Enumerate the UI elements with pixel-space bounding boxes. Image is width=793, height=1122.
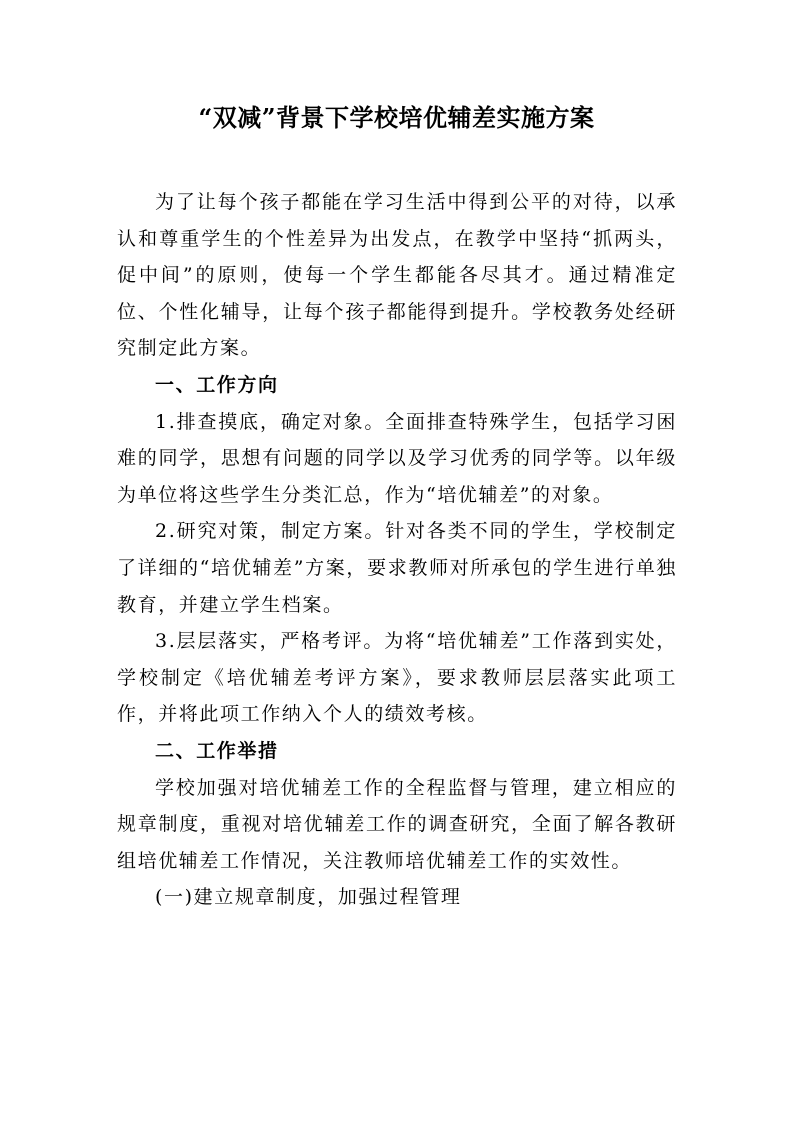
sub-heading-rules-system: (一)建立规章制度，加强过程管理 — [155, 886, 462, 909]
intro-paragraph: 为了让每个孩子都能在学习生活中得到公平的对待，以承认和尊重学生的个性差异为出发点，在教学中坚持“抓两头，促中间”的原则，使每一个学生都能各尽其才。通过精准定位、个性化辅导，让每个孩子都能得到提升。学校教务处经研究制定此方案。 — [117, 191, 677, 360]
document-body — [117, 184, 677, 916]
work-measures-paragraph: 学校加强对培优辅差工作的全程监督与管理，建立相应的规章制度，重视对培优辅差工作的调查研究，全面了解各教研组培优辅差工作情况，关注教师培优辅差工作的实效性。 — [117, 776, 677, 872]
work-direction-item-2: 2.研究对策，制定方案。针对各类不同的学生，学校制定了详细的“培优辅差”方案，要求教师对所承包的学生进行单独教育，并建立学生档案。 — [117, 520, 677, 616]
document-title: “双减”背景下学校培优辅差实施方案 — [198, 103, 595, 132]
work-direction-item-3: 3.层层落实，严格考评。为将“培优辅差”工作落到实处，学校制定《培优辅差考评方案》，要求教师层层落实此项工作，并将此项工作纳入个人的绩效考核。 — [117, 630, 677, 726]
section-heading-work-direction: 一、工作方向 — [155, 373, 279, 396]
work-direction-item-1: 1.排查摸底，确定对象。全面排查特殊学生，包括学习困难的同学，思想有问题的同学以及学习优秀的同学等。以年级为单位将这些学生分类汇总，作为“培优辅差”的对象。 — [117, 410, 677, 506]
section-heading-work-measures: 二、工作举措 — [155, 739, 279, 762]
